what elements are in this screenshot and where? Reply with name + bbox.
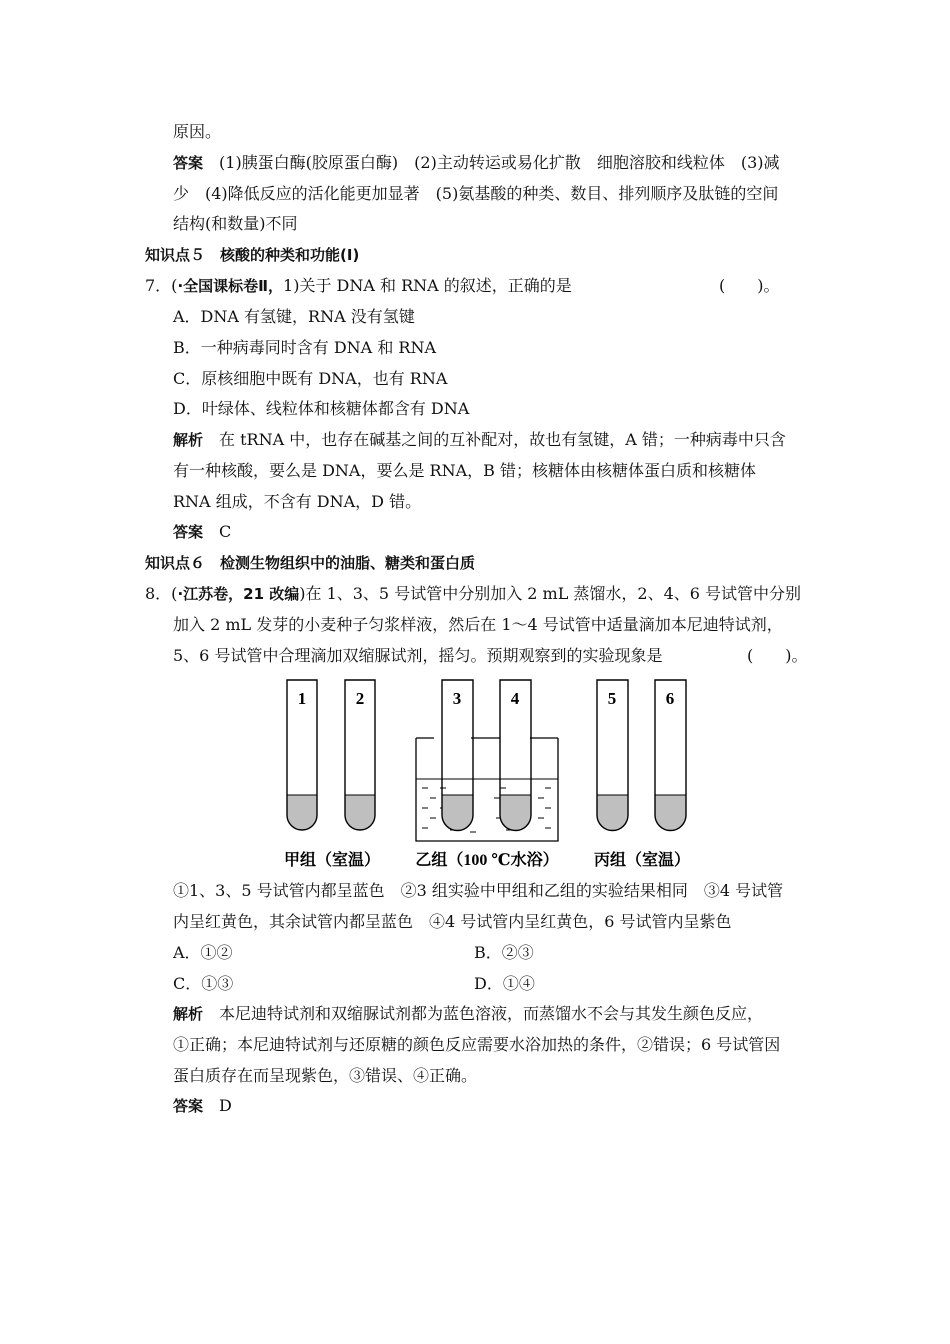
q8-statement-line-2: 内呈红黄色，其余试管内都呈蓝色 ④4 号试管内呈红黄色，6 号试管内呈紫色: [173, 912, 732, 931]
test-tube-figure: [270, 675, 710, 875]
q7-analysis-line-1: [173, 430, 786, 450]
q8-analysis-label: 解析: [173, 1005, 204, 1023]
tube-3-label: 3: [452, 689, 462, 708]
tube-2-label: 2: [355, 689, 365, 708]
q7-option-c: C．原核细胞中既有 DNA，也有 RNA: [173, 369, 448, 388]
q8-option-b: B．②③: [474, 943, 534, 962]
tube-1-label: 1: [297, 689, 307, 708]
q6-answer-text-2: 少 (4)降低反应的活化能更加显著 (5)氨基酸的种类、数目、排列顺序及肽链的空间: [173, 184, 779, 203]
q7-option-d: D．叶绿体、线粒体和核糖体都含有 DNA: [173, 399, 470, 418]
tube-5-label: 5: [607, 689, 617, 708]
q8-statement-line-1: ①1、3、5 号试管内都呈蓝色 ②3 组实验中甲组和乙组的实验结果相同 ③4 号试管: [173, 881, 784, 900]
q7-answer-line: [173, 522, 231, 542]
q7-answer: C: [219, 522, 232, 541]
q6-text-tail: 原因。: [173, 122, 222, 141]
q8-analysis-line-1: [173, 1004, 763, 1024]
group-label-bing: 丙组（室温）: [593, 852, 691, 869]
q8-analysis-text-1: 本尼迪特试剂和双缩脲试剂都为蓝色溶液，而蒸馏水不会与其发生颜色反应，: [219, 1004, 764, 1023]
water-bath-beaker: [416, 738, 558, 841]
test-tube-2: [345, 680, 375, 830]
q7-number: 7．(: [145, 276, 178, 295]
q8-stem-line-3: 5、6 号试管中合理滴加双缩脲试剂，摇匀。预期观察到的实验现象是: [173, 646, 663, 665]
q8-number: 8．(: [145, 584, 178, 603]
q8-answer-paren: ( )。: [747, 646, 808, 665]
q7-analysis-text-2: 有一种核酸，要么是 DNA，要么是 RNA，B 错；核糖体由核糖体蛋白质和核糖体: [173, 461, 757, 480]
section5-title: 知识点５ 核酸的种类和功能(Ⅰ): [145, 246, 360, 264]
q7-stem: [145, 276, 572, 296]
q6-answer-line: [173, 153, 780, 173]
q7-analysis-text-1: 在 tRNA 中，也存在碱基之间的互补配对，故也有氢键，A 错；一种病毒中只含: [219, 430, 786, 449]
q8-analysis-text-2: ①正确；本尼迪特试剂与还原糖的颜色反应需要水浴加热的条件，②错误；6 号试管因: [173, 1035, 781, 1054]
test-tube-5: [597, 680, 628, 831]
q8-option-d: D．①④: [474, 974, 535, 993]
q6-answer-text-3: 结构(和数量)不同: [173, 214, 298, 233]
tube-4-label: 4: [510, 689, 520, 708]
q8-answer-label: 答案: [173, 1097, 204, 1115]
q7-analysis-text-3: RNA 组成，不含有 DNA，D 错。: [173, 492, 422, 511]
q8-stem-line-1: [145, 584, 801, 604]
q8-option-c: C．①③: [173, 974, 234, 993]
q8-stem-text-1: )在 1、3、5 号试管中分别加入 2 mL 蒸馏水，2、4、6 号试管中分别: [299, 584, 802, 603]
group-label-jia: 甲组（室温）: [283, 852, 381, 869]
q8-stem-line-2: 加入 2 mL 发芽的小麦种子匀浆样液，然后在 1～4 号试管中适量滴加本尼迪特试剂，: [173, 615, 783, 634]
test-tube-3: [442, 680, 473, 831]
q7-answer-paren: ( )。: [719, 276, 780, 295]
q7-option-a: A．DNA 有氢键，RNA 没有氢键: [173, 307, 415, 326]
q8-analysis-text-3: 蛋白质存在而呈现紫色，③错误、④正确。: [173, 1066, 478, 1085]
test-tube-4: [500, 680, 531, 831]
q6-answer-label: 答案: [173, 154, 204, 172]
test-tube-6: [655, 680, 686, 831]
q6-answer-text-1: (1)胰蛋白酶(胶原蛋白酶) (2)主动转运或易化扩散 细胞溶胶和线粒体 (3)减: [219, 153, 780, 172]
q8-source: ·江苏卷，21 改编: [177, 585, 300, 603]
q7-analysis-label: 解析: [173, 431, 204, 449]
q7-answer-label: 答案: [173, 523, 204, 541]
q7-stem-text: 1)关于 DNA 和 RNA 的叙述，正确的是: [283, 276, 572, 295]
q8-answer: D: [219, 1096, 232, 1115]
section6-title: 知识点６ 检测生物组织中的油脂、糖类和蛋白质: [145, 554, 476, 572]
test-tube-1: [287, 680, 317, 830]
q8-answer-line: [173, 1096, 232, 1116]
q7-source: ·全国课标卷Ⅱ，: [177, 277, 284, 295]
q7-option-b: B．一种病毒同时含有 DNA 和 RNA: [173, 338, 437, 357]
q8-option-a: A．①②: [173, 943, 233, 962]
group-label-yi: 乙组（100 ℃水浴）: [415, 852, 559, 869]
tube-6-label: 6: [665, 689, 675, 708]
